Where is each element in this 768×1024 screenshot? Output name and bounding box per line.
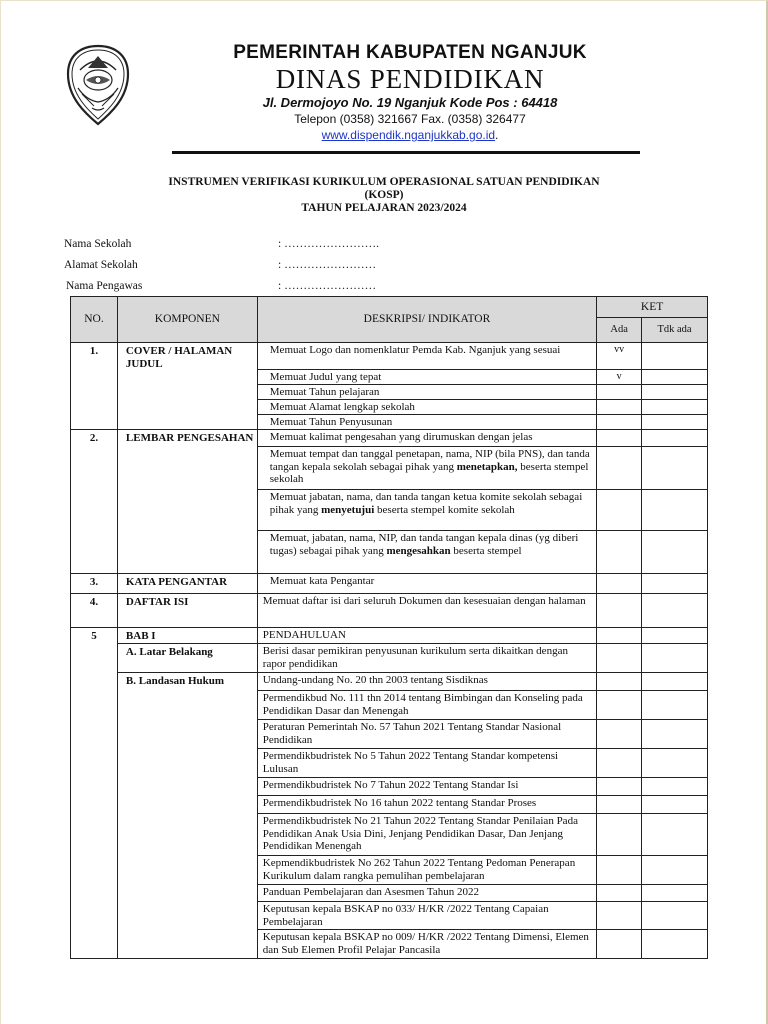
agency-name: DINAS PENDIDIKAN — [275, 64, 545, 94]
agency-address: Jl. Dermojoyo No. 19 Nganjuk Kode Pos : 64418 — [262, 95, 558, 110]
check-ada[interactable] — [597, 447, 642, 490]
check-ada[interactable] — [597, 415, 642, 430]
nganjuk-emblem-logo — [66, 44, 130, 126]
table-row — [71, 644, 708, 673]
agency-website — [150, 127, 670, 143]
indicator: Memuat Tahun pelajaran — [257, 385, 596, 400]
indicator: Kepmendikbudristek No 262 Tahun 2022 Tentang Pedoman Penerapan Kurikulum dalam rangka pemulihan pembelajaran — [257, 856, 596, 885]
indicator: Memuat kalimat pengesahan yang dirumuskan dengan jelas — [257, 430, 596, 447]
check-ada[interactable] — [597, 902, 642, 930]
indicator: Permendikbudristek No 16 tahun 2022 tentang Standar Proses — [257, 796, 596, 814]
check-ada[interactable] — [597, 400, 642, 415]
identity-value: : ……………………. — [278, 237, 379, 250]
government-name: PEMERINTAH KABUPATEN NGANJUK — [233, 42, 587, 63]
website-suffix: . — [495, 128, 499, 142]
indicator: Keputusan kepala BSKAP no 009/ H/KR /2022 Tentang Dimensi, Elemen dan Sub Elemen Profil Pelajar Pancasila — [257, 930, 596, 959]
indicator: Permendikbudristek No 21 Tahun 2022 Tentang Standar Penilaian Pada Pendidikan Anak Usia Dini, Jenjang Pendidikan Dasar, Dan Jenjang Pendidikan Menengah — [257, 814, 596, 856]
component-name: KATA PENGANTAR — [117, 574, 257, 594]
indicator: Memuat daftar isi dari seluruh Dokumen dan kesesuaian dengan halaman — [257, 594, 596, 628]
check-tdk-ada[interactable] — [642, 930, 708, 959]
indicator: Keputusan kepala BSKAP no 033/ H/KR /2022 Tentang Capaian Pembelajaran — [257, 902, 596, 930]
website-link[interactable]: www.dispendik.nganjukkab.go.id — [321, 128, 496, 142]
check-tdk-ada[interactable] — [642, 343, 708, 370]
indicator: Undang-undang No. 20 thn 2003 tentang Sisdiknas — [257, 673, 596, 691]
check-tdk-ada[interactable] — [642, 902, 708, 930]
agency-phone: Telepon (0358) 321667 Fax. (0358) 326477 — [294, 112, 526, 126]
check-ada[interactable] — [597, 594, 642, 628]
component-name: LEMBAR PENGESAHAN — [117, 430, 257, 574]
check-ada[interactable] — [597, 930, 642, 959]
title-line-1: INSTRUMEN VERIFIKASI KURIKULUM OPERASIONAL SATUAN PENDIDIKAN — [168, 176, 600, 188]
title-line-3: TAHUN PELAJARAN 2023/2024 — [301, 202, 467, 214]
check-tdk-ada[interactable] — [642, 628, 708, 644]
header-ada: Ada — [597, 318, 642, 343]
identity-label: Alamat Sekolah — [64, 258, 138, 271]
check-ada[interactable] — [597, 691, 642, 720]
check-tdk-ada[interactable] — [642, 778, 708, 796]
check-tdk-ada[interactable] — [642, 720, 708, 749]
component-name: COVER / HALAMAN JUDUL — [117, 343, 257, 430]
identity-value: : …………………… — [278, 258, 377, 271]
check-ada[interactable] — [597, 673, 642, 691]
check-ada[interactable] — [597, 856, 642, 885]
check-ada[interactable] — [597, 644, 642, 673]
indicator-text: beserta stempel sekolah — [269, 460, 589, 485]
check-ada[interactable] — [597, 796, 642, 814]
check-ada[interactable] — [597, 628, 642, 644]
check-tdk-ada[interactable] — [642, 447, 708, 490]
indicator: PENDAHULUAN — [257, 628, 596, 644]
check-tdk-ada[interactable] — [642, 430, 708, 447]
indicator: Permendikbudristek No 7 Tahun 2022 Tentang Standar Isi — [257, 778, 596, 796]
component-name: DAFTAR ISI — [117, 594, 257, 628]
indicator-text: Memuat jabatan, nama, dan tanda tangan ketua komite sekolah sebagai pihak yang — [269, 491, 583, 516]
check-ada[interactable] — [597, 720, 642, 749]
header-deskripsi: DESKRIPSI/ INDIKATOR — [257, 297, 596, 343]
letterhead — [150, 42, 670, 143]
indicator: Memuat Alamat lengkap sekolah — [257, 400, 596, 415]
indicator: Memuat Tahun Penyusunan — [257, 415, 596, 430]
check-ada[interactable] — [597, 531, 642, 574]
check-ada[interactable] — [597, 574, 642, 594]
indicator-text: Memuat, jabatan, nama, NIP, dan tanda tangan kepala dinas (yg diberi tugas) sebagai pihak yang — [269, 532, 579, 557]
table-row — [71, 343, 708, 370]
header-komponen: KOMPONEN — [117, 297, 257, 343]
header-no: NO. — [71, 297, 118, 343]
identity-value: : …………………… — [278, 279, 377, 292]
table-row — [71, 628, 708, 644]
indicator-emphasis: menyetujui — [321, 503, 375, 516]
letterhead-divider — [172, 151, 640, 154]
indicator-text: beserta stempel komite sekolah — [374, 503, 515, 516]
indicator: Peraturan Pemerintah No. 57 Tahun 2021 Tentang Standar Nasional Pendidikan — [257, 720, 596, 749]
identity-row — [64, 275, 464, 296]
identity-label: Nama Pengawas — [66, 279, 143, 292]
indicator — [257, 490, 596, 531]
indicator-emphasis: menetapkan, — [456, 460, 518, 473]
check-ada[interactable] — [597, 885, 642, 902]
indicator: Permendikbud No. 111 thn 2014 tentang Bimbingan dan Konseling pada Pendidikan Dasar dan Menengah — [257, 691, 596, 720]
check-tdk-ada[interactable] — [642, 415, 708, 430]
check-ada[interactable] — [597, 778, 642, 796]
table-row — [71, 430, 708, 447]
row-number: 1. — [71, 343, 118, 430]
indicator: Permendikbudristek No 5 Tahun 2022 Tentang Standar kompetensi Lulusan — [257, 749, 596, 778]
document-title — [100, 176, 668, 215]
check-ada[interactable]: v — [597, 370, 642, 385]
row-number: 4. — [71, 594, 118, 628]
check-ada[interactable]: vv — [597, 343, 642, 370]
check-tdk-ada[interactable] — [642, 796, 708, 814]
check-tdk-ada[interactable] — [642, 594, 708, 628]
indicator: Memuat kata Pengantar — [257, 574, 596, 594]
check-tdk-ada[interactable] — [642, 856, 708, 885]
component-name: A. Latar Belakang — [117, 644, 257, 673]
header-tdk-ada: Tdk ada — [642, 318, 708, 343]
check-tdk-ada[interactable] — [642, 644, 708, 673]
title-line-2: (KOSP) — [364, 189, 404, 201]
check-ada[interactable] — [597, 430, 642, 447]
row-number: 2. — [71, 430, 118, 574]
identity-row — [64, 254, 464, 275]
table-row — [71, 673, 708, 691]
indicator: Panduan Pembelajaran dan Asesmen Tahun 2022 — [257, 885, 596, 902]
indicator: Memuat Logo dan nomenklatur Pemda Kab. Nganjuk yang sesuai — [257, 343, 596, 370]
table-row — [71, 594, 708, 628]
check-tdk-ada[interactable] — [642, 673, 708, 691]
check-tdk-ada[interactable] — [642, 385, 708, 400]
check-ada[interactable] — [597, 385, 642, 400]
identity-row — [64, 233, 464, 254]
check-tdk-ada[interactable] — [642, 814, 708, 856]
check-tdk-ada[interactable] — [642, 400, 708, 415]
check-tdk-ada[interactable] — [642, 531, 708, 574]
component-name: BAB I — [117, 628, 257, 644]
indicator: Memuat Judul yang tepat — [257, 370, 596, 385]
indicator — [257, 447, 596, 490]
indicator-text: Memuat tempat dan tanggal penetapan, nama, NIP (bila PNS), dan tanda tangan kepala sekolah sebagai pihak yang — [269, 448, 590, 473]
indicator-text: beserta stempel — [450, 544, 522, 557]
indicator: Berisi dasar pemikiran penyusunan kurikulum serta dikaitkan dengan rapor pendidikan — [257, 644, 596, 673]
check-tdk-ada[interactable] — [642, 490, 708, 531]
header-ket: KET — [597, 297, 708, 318]
component-name: B. Landasan Hukum — [117, 673, 257, 959]
check-tdk-ada[interactable] — [642, 574, 708, 594]
indicator-emphasis: mengesahkan — [386, 544, 451, 557]
row-number: 5 — [71, 628, 118, 959]
row-number: 3. — [71, 574, 118, 594]
school-identity — [64, 233, 464, 296]
table-row — [71, 574, 708, 594]
check-ada[interactable] — [597, 490, 642, 531]
check-tdk-ada[interactable] — [642, 691, 708, 720]
identity-label: Nama Sekolah — [64, 237, 132, 250]
indicator — [257, 531, 596, 574]
check-ada[interactable] — [597, 749, 642, 778]
check-tdk-ada[interactable] — [642, 370, 708, 385]
check-tdk-ada[interactable] — [642, 749, 708, 778]
check-ada[interactable] — [597, 814, 642, 856]
verification-table — [70, 296, 708, 959]
check-tdk-ada[interactable] — [642, 885, 708, 902]
